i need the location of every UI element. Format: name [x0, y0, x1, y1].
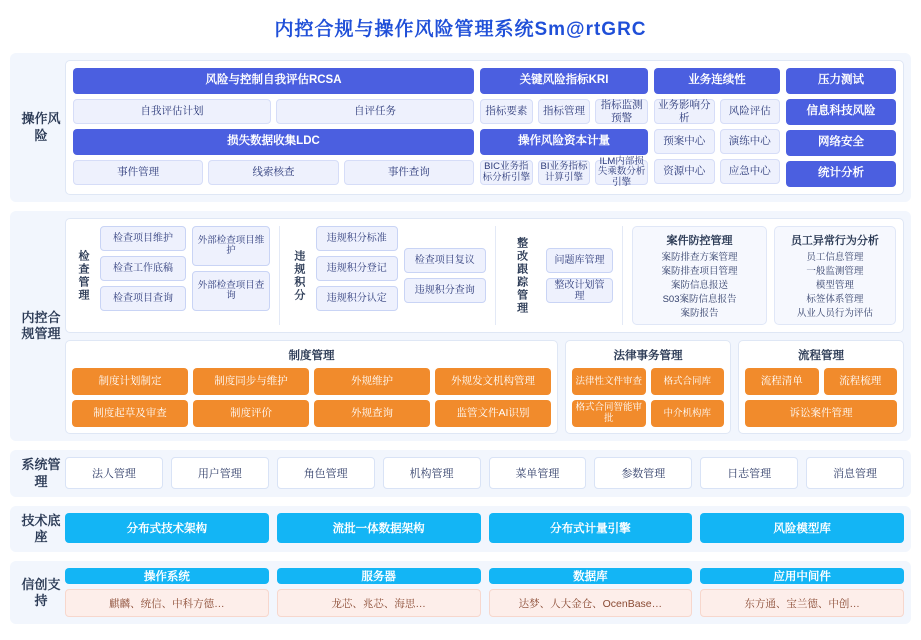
bcm-sub-1[interactable]: 业务影响分析	[654, 99, 715, 124]
box-policy-mgmt	[65, 340, 558, 434]
legal-affairs-grid	[572, 368, 724, 427]
violation-col-2	[404, 226, 486, 325]
xinchuang-row	[65, 568, 904, 617]
panel-abnormal-behavior	[774, 226, 896, 325]
system-item-3[interactable]: 角色管理	[277, 457, 375, 489]
tech-item-2[interactable]: 流批一体数据架构	[277, 513, 481, 543]
process-mgmt-grid	[745, 368, 897, 427]
process-item-2[interactable]: 流程梳理	[824, 368, 898, 395]
policy-item-8[interactable]: 监管文件AI识别	[435, 400, 551, 427]
bcm-row-2	[654, 129, 780, 154]
abnormal-behavior-item-5[interactable]: 从业人员行为评估	[796, 307, 873, 319]
tech-item-4[interactable]: 风险模型库	[700, 513, 904, 543]
operation-risk-bcm-column	[654, 68, 780, 187]
case-prevention-list	[641, 252, 758, 319]
violation-item-5[interactable]: 违规积分查询	[404, 278, 486, 303]
group-violation-points	[316, 226, 486, 325]
tech-base-row	[65, 513, 904, 543]
violation-item-3[interactable]: 违规积分认定	[316, 286, 398, 311]
policy-item-3[interactable]: 外规维护	[314, 368, 430, 395]
system-item-6[interactable]: 参数管理	[594, 457, 692, 489]
case-prevention-item-1[interactable]: 案防排查方案管理	[661, 252, 738, 263]
group-label-check-mgmt: 检查管理	[77, 249, 90, 302]
side-item-statistics[interactable]: 统计分析	[786, 161, 896, 187]
band-body-operation-risk	[65, 60, 904, 195]
capital-subitems	[480, 155, 648, 188]
capital-sub-3[interactable]: ILM内部损失乘数分析引擎	[595, 160, 648, 185]
kri-sub-3[interactable]: 指标监测预警	[595, 99, 648, 124]
case-prevention-item-3[interactable]: 案防信息报送	[671, 279, 729, 291]
process-item-1[interactable]: 流程清单	[745, 368, 819, 395]
policy-item-6[interactable]: 制度评价	[193, 400, 309, 427]
xinchuang-title-4[interactable]: 应用中间件	[700, 568, 904, 584]
side-item-it-risk[interactable]: 信息科技风险	[786, 99, 896, 125]
band-tech-base	[10, 506, 911, 553]
rectification-item-1[interactable]: 问题库管理	[546, 248, 614, 273]
policy-mgmt-grid	[72, 368, 551, 427]
xinchuang-sub-1[interactable]: 麒麟、统信、中科方德…	[65, 589, 269, 617]
module-kri-header[interactable]: 关键风险指标KRI	[480, 68, 648, 94]
policy-item-4[interactable]: 外规发文机构管理	[435, 368, 551, 395]
divider-2	[495, 226, 496, 325]
xinchuang-col-3	[489, 568, 693, 617]
band-label-tech-base: 技术底座	[21, 512, 61, 545]
violation-col-1	[316, 226, 398, 325]
system-item-8[interactable]: 消息管理	[806, 457, 904, 489]
abnormal-behavior-item-1[interactable]: 员工信息管理	[806, 252, 864, 263]
bcm-sub-3[interactable]: 预案中心	[654, 129, 715, 154]
internal-control-top-row	[65, 218, 904, 333]
tech-item-3[interactable]: 分布式计量引擎	[489, 513, 693, 543]
bcm-row-1	[654, 99, 780, 124]
rectification-item-2[interactable]: 整改计划管理	[546, 278, 614, 303]
capital-sub-2[interactable]: BI业务指标计算引擎	[538, 160, 591, 185]
rcsa-sub-2[interactable]: 自评任务	[276, 99, 474, 124]
band-xinchuang-support	[10, 561, 911, 624]
xinchuang-title-3[interactable]: 数据库	[489, 568, 693, 584]
kri-subitems	[480, 99, 648, 124]
band-label-system-mgmt: 系统管理	[21, 457, 61, 489]
band-label-operation-risk: 操作风险	[21, 111, 61, 143]
check-mgmt-col-2	[192, 226, 270, 325]
violation-item-4[interactable]: 检查项目复议	[404, 248, 486, 273]
abnormal-behavior-list	[783, 252, 887, 319]
ldc-subitems	[73, 160, 474, 185]
legal-item-3[interactable]: 格式合同智能审批	[572, 400, 646, 427]
system-mgmt-row	[65, 457, 904, 489]
abnormal-behavior-item-2[interactable]: 一般监测管理	[806, 265, 864, 277]
policy-item-7[interactable]: 外规查询	[314, 400, 430, 427]
abnormal-behavior-item-4[interactable]: 标签体系管理	[806, 293, 864, 305]
check-item-1[interactable]: 检查项目维护	[100, 226, 186, 251]
xinchuang-title-2[interactable]: 服务器	[277, 568, 481, 584]
band-body-internal-control	[65, 218, 904, 434]
panel-case-prevention	[632, 226, 767, 325]
tech-item-1[interactable]: 分布式技术架构	[65, 513, 269, 543]
band-operation-risk	[10, 53, 911, 202]
policy-item-1[interactable]: 制度计划制定	[72, 368, 188, 395]
xinchuang-col-4	[700, 568, 904, 617]
system-item-5[interactable]: 菜单管理	[489, 457, 587, 489]
group-rectification	[546, 226, 614, 325]
external-check-item-2[interactable]: 外部检查项目查询	[192, 271, 270, 311]
external-check-item-1[interactable]: 外部检查项目维护	[192, 226, 270, 266]
violation-item-1[interactable]: 违规积分标准	[316, 226, 398, 251]
module-ldc-header[interactable]: 损失数据收集LDC	[73, 129, 474, 155]
band-label-xinchuang-support: 信创支持	[21, 576, 61, 608]
bcm-sub-4[interactable]: 演练中心	[720, 129, 781, 154]
operation-risk-left-column	[73, 68, 474, 187]
box-legal-affairs	[565, 340, 731, 434]
bcm-sub-5[interactable]: 资源中心	[654, 159, 715, 184]
ldc-sub-3[interactable]: 事件查询	[344, 160, 474, 185]
rcsa-sub-1[interactable]: 自我评估计划	[73, 99, 271, 124]
capital-sub-1[interactable]: BIC业务指标分析引擎	[480, 160, 533, 185]
divider-3	[622, 226, 623, 325]
band-system-mgmt	[10, 450, 911, 497]
band-internal-control	[10, 211, 911, 441]
operation-risk-group	[65, 60, 904, 195]
band-body-tech-base	[65, 513, 904, 546]
case-prevention-item-5[interactable]: 案防报告	[680, 307, 719, 319]
violation-item-2[interactable]: 违规积分登记	[316, 256, 398, 281]
xinchuang-sub-4[interactable]: 东方通、宝兰德、中创…	[700, 589, 904, 617]
system-item-1[interactable]: 法人管理	[65, 457, 163, 489]
legal-item-1[interactable]: 法律性文件审查	[572, 368, 646, 395]
legal-item-2[interactable]: 格式合同库	[651, 368, 725, 395]
xinchuang-sub-2[interactable]: 龙芯、兆芯、海思…	[277, 589, 481, 617]
xinchuang-col-2	[277, 568, 481, 617]
side-item-network-security[interactable]: 网络安全	[786, 130, 896, 156]
divider-1	[279, 226, 280, 325]
system-item-7[interactable]: 日志管理	[700, 457, 798, 489]
xinchuang-title-1[interactable]: 操作系统	[65, 568, 269, 584]
kri-sub-2[interactable]: 指标管理	[538, 99, 591, 124]
group-check-mgmt	[100, 226, 270, 325]
check-mgmt-col-1	[100, 226, 186, 325]
abnormal-behavior-item-3[interactable]: 模型管理	[815, 279, 854, 291]
box-process-mgmt	[738, 340, 904, 434]
band-label-internal-control: 内控合规管理	[21, 309, 61, 342]
xinchuang-sub-3[interactable]: 达梦、人大金仓、OcenBase…	[489, 589, 693, 617]
bcm-row-3	[654, 159, 780, 184]
module-rcsa-header[interactable]: 风险与控制自我评估RCSA	[73, 68, 474, 94]
band-body-xinchuang-support	[65, 568, 904, 617]
policy-mgmt-title: 制度管理	[288, 350, 335, 363]
operation-risk-mid-column	[480, 68, 648, 187]
rcsa-subitems	[73, 99, 474, 124]
check-item-2[interactable]: 检查工作底稿	[100, 256, 186, 281]
system-item-4[interactable]: 机构管理	[383, 457, 481, 489]
legal-item-4[interactable]: 中介机构库	[651, 400, 725, 427]
operation-risk-side-column	[786, 68, 896, 187]
module-capital-header[interactable]: 操作风险资本计量	[480, 129, 648, 155]
process-mgmt-title: 流程管理	[798, 350, 844, 363]
xinchuang-col-1	[65, 568, 269, 617]
legal-affairs-title: 法律事务管理	[613, 350, 683, 363]
system-item-2[interactable]: 用户管理	[171, 457, 269, 489]
process-item-3[interactable]: 诉讼案件管理	[745, 400, 897, 427]
bcm-sub-2[interactable]: 风险评估	[720, 99, 781, 124]
band-body-system-mgmt	[65, 457, 904, 490]
ldc-sub-1[interactable]: 事件管理	[73, 160, 203, 185]
side-item-stress-test[interactable]: 压力测试	[786, 68, 896, 94]
case-prevention-item-2[interactable]: 案防排查项目管理	[661, 265, 738, 277]
policy-item-2[interactable]: 制度同步与维护	[193, 368, 309, 395]
policy-item-5[interactable]: 制度起草及审查	[72, 400, 188, 427]
group-label-violation-points: 违规积分	[292, 249, 305, 302]
internal-control-bottom-row	[65, 340, 904, 434]
page-title: 内控合规与操作风险管理系统Sm@rtGRC	[274, 19, 647, 40]
kri-sub-1[interactable]: 指标要素	[480, 99, 533, 124]
check-item-3[interactable]: 检查项目查询	[100, 286, 186, 311]
group-label-rectification: 整改跟踪管理	[515, 236, 528, 315]
ldc-sub-2[interactable]: 线索核查	[208, 160, 338, 185]
case-prevention-item-4[interactable]: S03案防信息报告	[662, 293, 737, 305]
case-prevention-title: 案件防控管理	[666, 235, 733, 247]
module-bcm-header[interactable]: 业务连续性	[654, 68, 780, 94]
bcm-sub-6[interactable]: 应急中心	[720, 159, 781, 184]
abnormal-behavior-title: 员工异常行为分析	[790, 235, 879, 247]
